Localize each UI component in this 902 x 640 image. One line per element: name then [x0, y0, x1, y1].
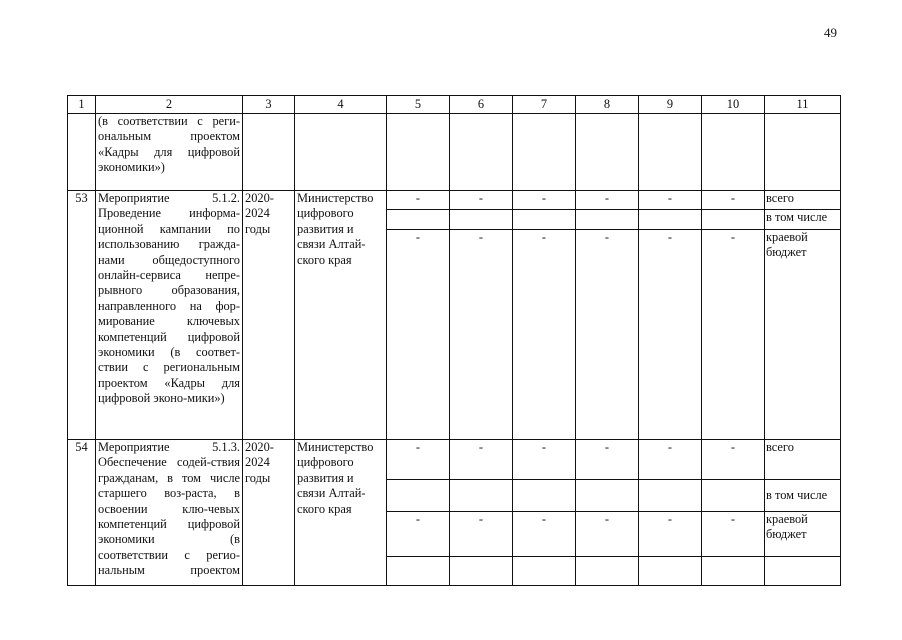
value-cell [576, 114, 639, 191]
continuation-row [68, 114, 841, 191]
value-cell [639, 114, 702, 191]
header-cell: 2 [96, 96, 243, 114]
header-cell: 5 [387, 96, 450, 114]
value-cell: - [513, 230, 576, 440]
header-cell: 9 [639, 96, 702, 114]
value-cell: - [450, 191, 513, 210]
header-cell: 7 [513, 96, 576, 114]
value-cell: - [702, 512, 765, 557]
value-cell [513, 210, 576, 230]
header-cell: 6 [450, 96, 513, 114]
value-cell: - [513, 512, 576, 557]
value-cell: - [639, 191, 702, 210]
header-cell: 11 [765, 96, 841, 114]
header-row [68, 96, 841, 114]
value-cell [387, 114, 450, 191]
value-cell: - [576, 191, 639, 210]
value-cell [450, 210, 513, 230]
value-cell: - [576, 512, 639, 557]
page-number: 49 [824, 25, 837, 40]
value-cell [702, 114, 765, 191]
source-cell: краевой бюджет [765, 512, 841, 557]
value-cell: - [450, 230, 513, 440]
value-cell: - [387, 230, 450, 440]
row-number-cell [68, 114, 96, 191]
value-cell [639, 210, 702, 230]
source-cell: в том числе [765, 210, 841, 230]
table-row [68, 191, 841, 210]
value-cell: - [387, 512, 450, 557]
budget-table [67, 95, 841, 586]
value-cell: - [576, 440, 639, 480]
value-cell [387, 557, 450, 586]
source-cell [765, 557, 841, 586]
source-cell: краевой бюджет [765, 230, 841, 440]
value-cell: - [450, 440, 513, 480]
value-cell: - [639, 440, 702, 480]
value-cell: - [702, 191, 765, 210]
source-cell [765, 114, 841, 191]
value-cell [450, 480, 513, 512]
source-cell: в том числе [765, 480, 841, 512]
source-cell: всего [765, 191, 841, 210]
value-cell: - [702, 440, 765, 480]
value-cell [702, 480, 765, 512]
value-cell: - [639, 512, 702, 557]
value-cell: - [513, 440, 576, 480]
value-cell: - [387, 191, 450, 210]
value-cell: - [702, 230, 765, 440]
header-cell: 4 [295, 96, 387, 114]
row-number-cell: 54 [68, 440, 96, 586]
value-cell: - [576, 230, 639, 440]
value-cell [576, 557, 639, 586]
value-cell [387, 480, 450, 512]
value-cell [450, 557, 513, 586]
value-cell [513, 557, 576, 586]
period-cell: 2020-2024 годы [243, 191, 295, 440]
value-cell: - [450, 512, 513, 557]
value-cell [576, 480, 639, 512]
description-cell: Мероприятие 5.1.2. Проведение информа-ционной кампании по использованию гражда-нами общедоступного онлайн-сервиса непре-рывного образования, направленного на фор-мирование ключевых компетенций цифровой экономики (в соответ-ствии с региональным проектом «Кадры для цифровой эконо-мики») [96, 191, 243, 440]
description-cell: (в соответствии с реги-ональным проектом «Кадры для цифровой экономики») [96, 114, 243, 191]
header-cell: 3 [243, 96, 295, 114]
value-cell [387, 210, 450, 230]
value-cell [513, 114, 576, 191]
header-cell: 10 [702, 96, 765, 114]
row-number-cell: 53 [68, 191, 96, 440]
header-cell: 8 [576, 96, 639, 114]
table-row [68, 440, 841, 480]
description-cell: Мероприятие 5.1.3. Обеспечение содей-ствия гражданам, в том числе старшего воз-раста, в освоении клю-чевых компетенций цифровой экономики (в соответствии с регио-нальным проектом [96, 440, 243, 586]
value-cell [702, 210, 765, 230]
source-cell: всего [765, 440, 841, 480]
value-cell [702, 557, 765, 586]
value-cell [639, 480, 702, 512]
value-cell: - [513, 191, 576, 210]
executor-cell: Министерство цифрового развития и связи Алтай-ского края [295, 440, 387, 586]
value-cell [450, 114, 513, 191]
value-cell [639, 557, 702, 586]
executor-cell [295, 114, 387, 191]
value-cell: - [387, 440, 450, 480]
value-cell: - [639, 230, 702, 440]
period-cell [243, 114, 295, 191]
value-cell [576, 210, 639, 230]
value-cell [513, 480, 576, 512]
executor-cell: Министерство цифрового развития и связи Алтай-ского края [295, 191, 387, 440]
period-cell: 2020-2024 годы [243, 440, 295, 586]
header-cell: 1 [68, 96, 96, 114]
